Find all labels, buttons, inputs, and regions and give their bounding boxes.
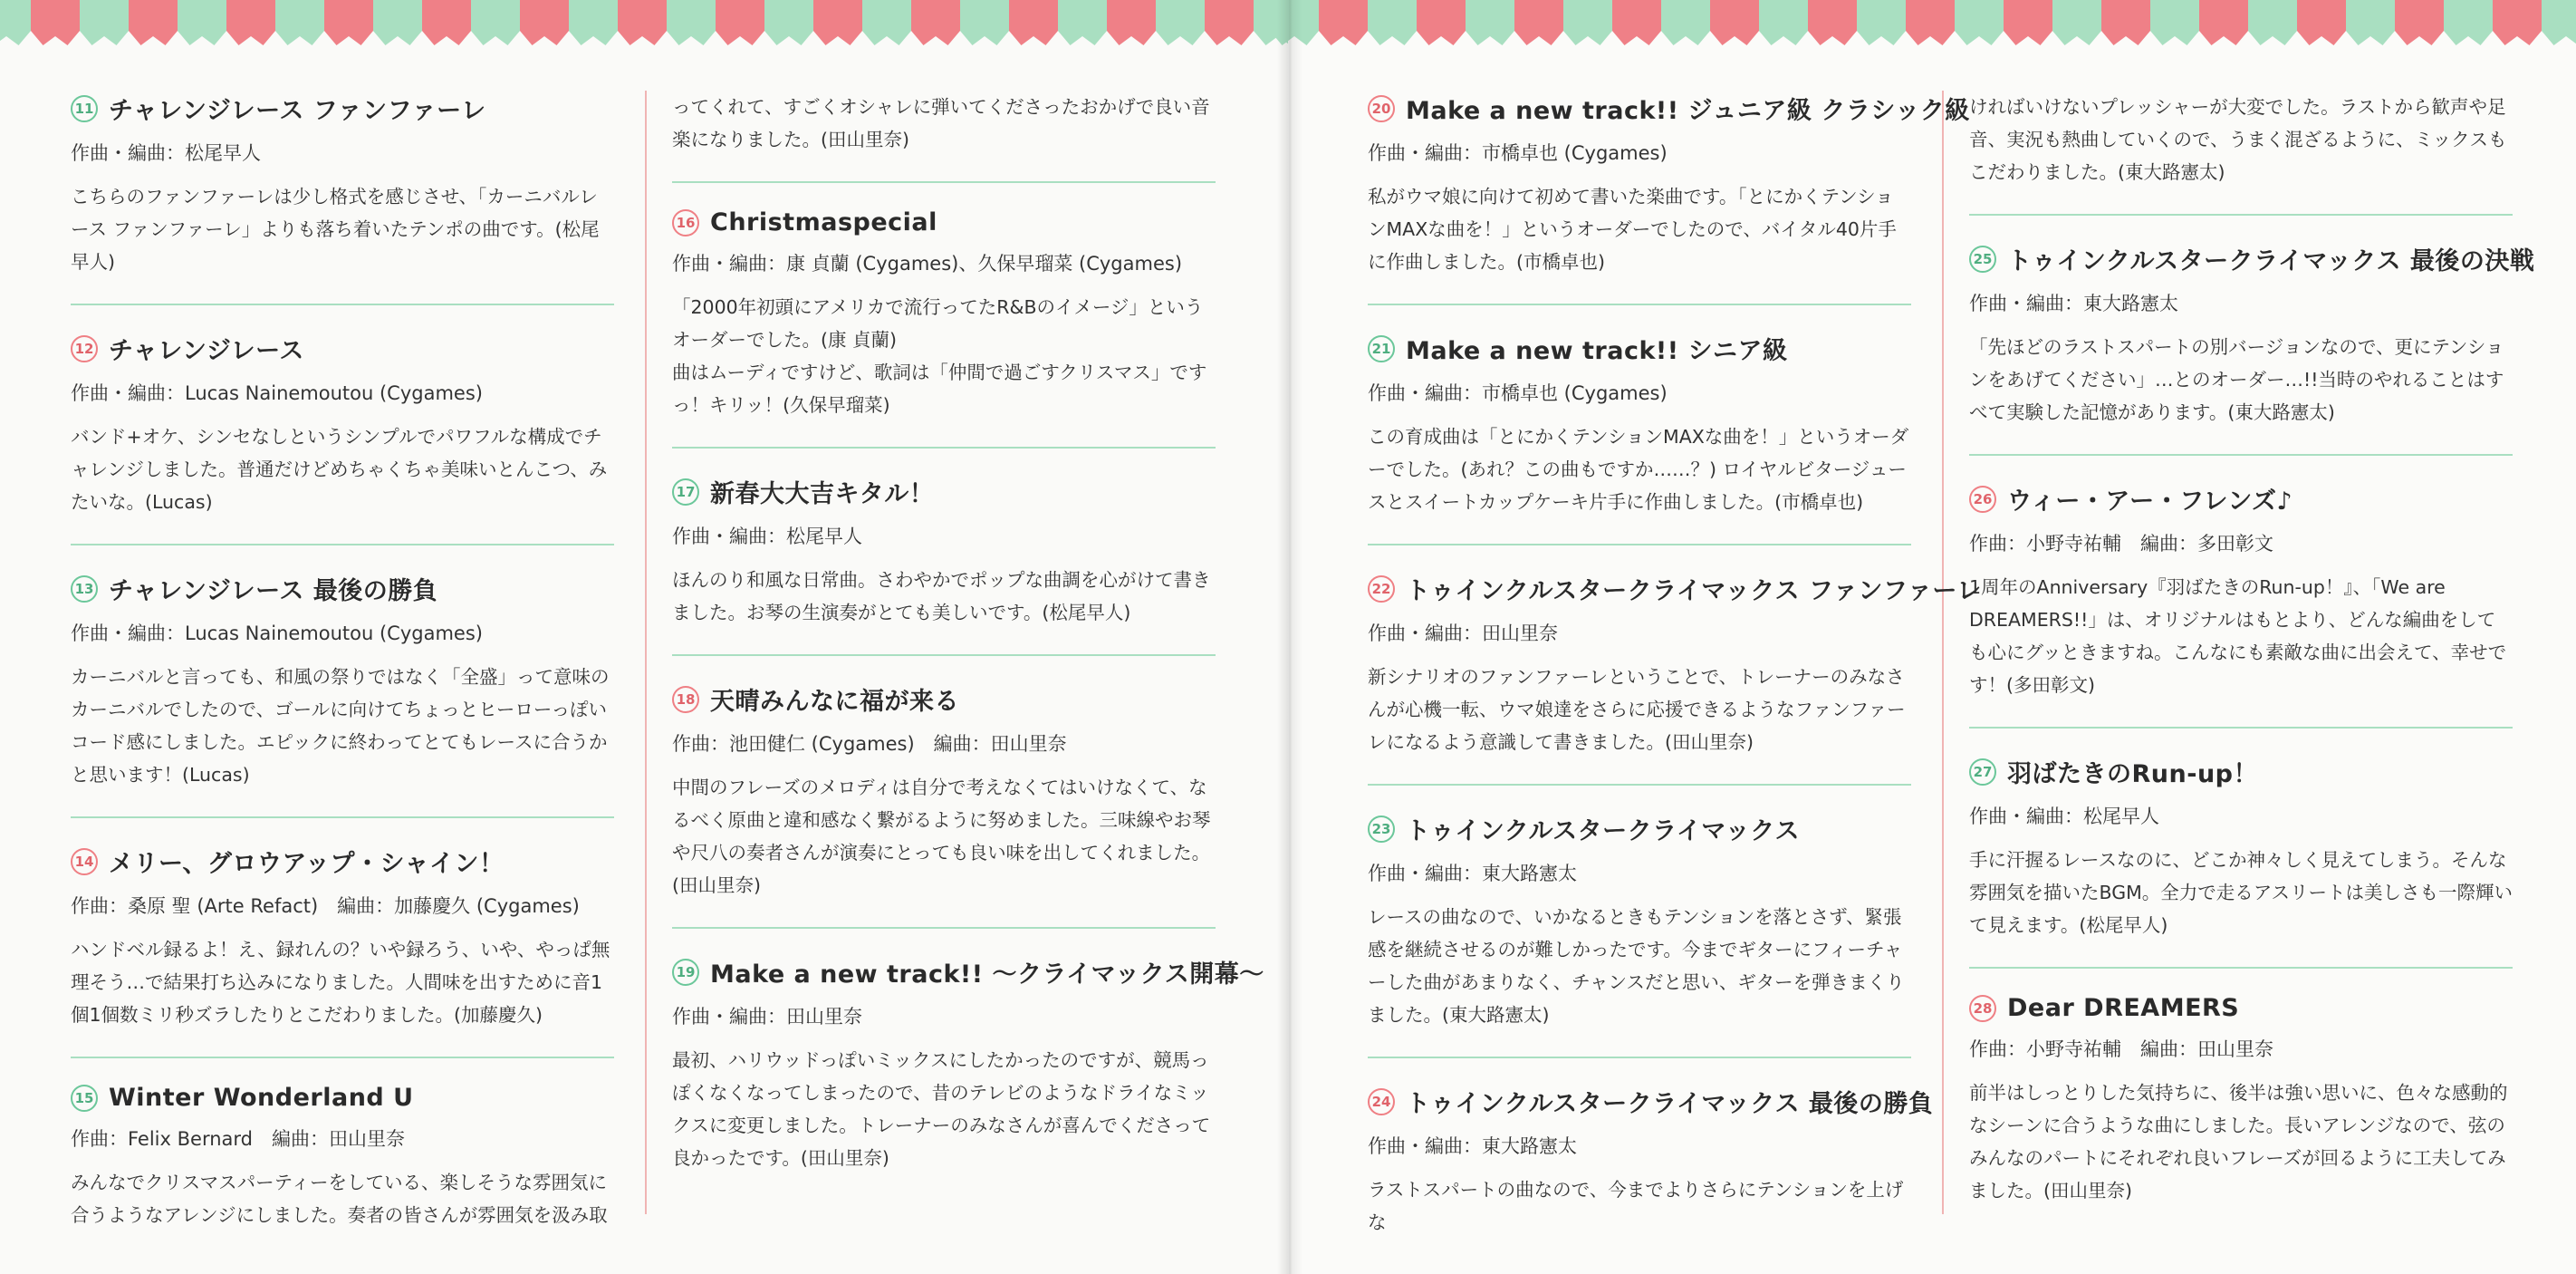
track-credit: 作曲：Felix Bernard 編曲：田山里奈 (71, 1128, 405, 1150)
track-credit: 作曲：桑原 聖 (Arte Refact) 編曲：加藤慶久 (Cygames) (71, 895, 580, 917)
track-description: この育成曲は「とにかくテンションMAXな曲を！」というオーダーでした。(あれ？この曲もですか……？) ロイヤルビタージュースとスイートカップケーキ片手に作曲しました。(市橋卓也) (1368, 426, 1909, 513)
track-header (672, 681, 1216, 717)
track-description: こちらのファンファーレは少し格式を感じさせ、「カーニバルレース ファンファーレ」よりも落ち着いたテンポの曲です。(松尾早人) (71, 186, 600, 273)
track-description: 新シナリオのファンファーレということで、トレーナーのみなさんが心機一転、ウマ娘達をさらに応援できるようなファンファーレになるよう意識して書きました。(田山里奈) (1368, 666, 1906, 753)
bunting-pennant (1107, 0, 1156, 45)
track-credit: 作曲・編曲：東大路憲太 (1368, 863, 1577, 884)
track-header (672, 954, 1264, 989)
track-description: 「2000年初頭にアメリカで流行ってたR&Bのイメージ」というオーダーでした。(康 貞蘭) 曲はムーディですけど、歌詞は「仲間で過ごすクリスマス」ですっ！キリッ！(久保早瑠菜) (672, 296, 1207, 416)
track-number-badge: 13 (71, 575, 98, 603)
bunting-pennant (226, 0, 275, 45)
bunting-pennant (813, 0, 862, 45)
bunting-pennant (1612, 0, 1661, 45)
bunting-pennant (1759, 0, 1808, 45)
bunting-pennant (1156, 0, 1205, 45)
track-header (1368, 811, 1911, 846)
track-number-badge: 12 (71, 335, 98, 362)
track-header (71, 844, 614, 879)
bunting-pennant (2297, 0, 2346, 45)
track-entry (672, 208, 1216, 449)
bunting-pennant (2444, 0, 2493, 45)
track-entry (71, 571, 614, 818)
track-title: Make a new track!! シニア級 (1406, 337, 1788, 365)
bunting-pennant (2004, 0, 2052, 45)
bunting-pennant (667, 0, 716, 45)
track-number-badge: 16 (672, 209, 699, 236)
track-title: ウィー・アー・フレンズ♪ (2007, 487, 2293, 516)
track-description: 「先ほどのラストスパートの別バージョンなので、更にテンションをあげてください」…とのオーダー…!!当時のやれることはすべて実験した記憶があります。(東大路憲太) (1969, 336, 2504, 423)
bunting-pennant (618, 0, 667, 45)
track-title: 天晴みんなに福が来る (710, 688, 959, 716)
bunting-pennant (1466, 0, 1514, 45)
track-header (1368, 1084, 1934, 1119)
track-title: Christmaspecial (710, 208, 937, 236)
bunting-pennant (178, 0, 226, 45)
track-number-badge: 15 (71, 1085, 98, 1112)
bunting-pennant (1906, 0, 1955, 45)
track-description: 1周年のAnniversary『羽ばたきのRun-up！』、「We are DREAMERS!!」は、オリジナルはもとより、どんな編曲をしても心にグッときますね。こんなにも素敵な曲に出会えて、幸せです！(多田彰文) (1969, 576, 2507, 696)
track-credit: 作曲・編曲：Lucas Nainemoutou (Cygames) (71, 623, 483, 644)
track-header (1368, 331, 1911, 366)
track-title: チャレンジレース (109, 337, 304, 365)
track-description: カーニバルと言っても、和風の祭りではなく「全盛」って意味のカーニバルでしたので、ゴールに向けてちょっとヒーローっぽいコード感にしました。エピックに終わってとてもレースに合うかと思います！(Lucas) (71, 666, 610, 786)
track-description: 前半はしっとりした気持ちに、後半は強い思いに、色々な感動的なシーンに合うような曲にしました。長いアレンジなので、弦のみんなのパートにそれぞれ良いフレーズが回るように工夫してみました。(田山里奈) (1969, 1082, 2508, 1202)
bunting-pennant (471, 0, 520, 45)
track-credit: 作曲・編曲：田山里奈 (1368, 623, 1558, 644)
track-title: Dear DREAMERS (2007, 994, 2240, 1022)
track-credit: 作曲・編曲：松尾早人 (1969, 806, 2159, 827)
column-divider-right (1942, 91, 1944, 1214)
track-title: トゥインクルスタークライマックス 最後の勝負 (1406, 1090, 1934, 1118)
bunting-pennant (1710, 0, 1759, 45)
bunting-pennant (1270, 0, 1319, 45)
track-title: メリー、グロウアップ・シャイン！ (109, 850, 505, 878)
track-credit: 作曲・編曲：Lucas Nainemoutou (Cygames) (71, 382, 483, 404)
bunting-pennant (129, 0, 178, 45)
track-credit: 作曲・編曲：松尾早人 (672, 526, 862, 547)
track-description: ハンドベル録るよ！え、録れんの？いや録ろう、いや、やっぱ無理そう…で結果打ち込みになりました。人間味を出すために音1個1個数ミリ秒ズラしたりとこだわりました。(加藤慶久) (71, 939, 610, 1026)
bunting-pennant (569, 0, 618, 45)
track-credit: 作曲・編曲：東大路憲太 (1969, 293, 2178, 314)
track-entry (672, 681, 1216, 929)
bunting-pennant (911, 0, 960, 45)
track-description: バンド+オケ、シンセなしというシンプルでパワフルな構成でチャレンジしました。普通だけどめちゃくちゃ美味いとんこつ、みたいな。(Lucas) (71, 426, 608, 513)
bunting-pennant (1857, 0, 1906, 45)
track-credit: 作曲・編曲：市橋卓也 (Cygames) (1368, 382, 1668, 404)
track-credit: 作曲：小野寺祐輔 編曲：多田彰文 (1969, 533, 2273, 555)
bunting-pennant (1417, 0, 1466, 45)
track-header (71, 1084, 614, 1112)
track-header (71, 571, 614, 606)
track-number-badge: 22 (1368, 575, 1395, 603)
track-title: Winter Wonderland U (109, 1084, 414, 1112)
bunting-pennant (0, 0, 31, 45)
track-credit: 作曲・編曲：東大路憲太 (1368, 1135, 1577, 1157)
track-title: 新春大大吉キタル！ (710, 480, 935, 508)
bunting-pennant (716, 0, 764, 45)
column-3 (1368, 91, 1982, 1250)
bunting-pennant (1009, 0, 1058, 45)
track-number-badge: 24 (1368, 1088, 1395, 1115)
track-title: トゥインクルスタークライマックス 最後の決戦 (2007, 247, 2535, 275)
track-title: チャレンジレース 最後の勝負 (109, 577, 438, 605)
track-description: ければいけないプレッシャーが大変でした。ラストから歓声や足音、実況も熱曲していくので、うまく混ざるように、ミックスもこだわりました。(東大路憲太) (1969, 96, 2507, 183)
bunting-pennant (422, 0, 471, 45)
bunting-pennant (1319, 0, 1368, 45)
track-header (1969, 754, 2513, 789)
track-title: 羽ばたきのRun-up！ (2007, 760, 2258, 788)
track-entry (672, 474, 1216, 656)
bunting-pennant (31, 0, 80, 45)
track-header (71, 91, 614, 126)
column-1 (71, 91, 614, 1250)
bunting-pennant (324, 0, 373, 45)
track-number-badge: 14 (71, 848, 98, 875)
track-header (1969, 994, 2513, 1022)
column-divider-left (645, 91, 647, 1214)
track-number-badge: 19 (672, 959, 699, 986)
track-description: レースの曲なので、いかなるときもテンションを落とさず、緊張感を継続させるのが難しかったです。今までギターにフィーチャーした曲があまりなく、チャンスだと思い、ギターを弾きまくりました。(東大路憲太) (1368, 906, 1905, 1026)
track-entry-continuation (672, 91, 1216, 183)
track-number-badge: 21 (1368, 335, 1395, 362)
track-number-badge: 23 (1368, 816, 1395, 843)
track-number-badge: 26 (1969, 486, 1996, 513)
bunting-pennant (960, 0, 1009, 45)
bunting-pennant (2542, 0, 2576, 45)
track-description: ラストスパートの曲なので、今までよりさらにテンションを上げな (1368, 1179, 1904, 1233)
track-header (672, 474, 1216, 509)
track-description: ってくれて、すごくオシャレに弾いてくださったおかげで良い音楽になりました。(田山里奈) (672, 96, 1210, 150)
bunting-pennant (1205, 0, 1254, 45)
track-description: みんなでクリスマスパーティーをしている、楽しそうな雰囲気に合うようなアレンジにしました。奏者の皆さんが雰囲気を汲み取 (71, 1172, 608, 1226)
track-credit: 作曲・編曲：康 貞蘭 (Cygames)、久保早瑠菜 (Cygames) (672, 253, 1183, 275)
track-title: Make a new track!! 〜クライマックス開幕〜 (710, 960, 1264, 989)
track-credit: 作曲：池田健仁 (Cygames) 編曲：田山里奈 (672, 733, 1067, 755)
track-header (1368, 91, 1970, 126)
column-2 (672, 91, 1264, 1250)
track-entry (1969, 481, 2513, 729)
track-entry (1969, 994, 2513, 1232)
track-entry (71, 1084, 614, 1257)
track-credit: 作曲：小野寺祐輔 編曲：田山里奈 (1969, 1038, 2273, 1060)
track-entry (1368, 91, 1970, 305)
bunting-pennant (1808, 0, 1857, 45)
bunting-pennant (2395, 0, 2444, 45)
track-title: トゥインクルスタークライマックス (1406, 817, 1801, 845)
track-credit: 作曲・編曲：市橋卓也 (Cygames) (1368, 142, 1668, 164)
bunting-pennant (1661, 0, 1710, 45)
track-title: Make a new track!! ジュニア級 クラシック級 (1406, 97, 1970, 125)
track-title: チャレンジレース ファンファーレ (109, 97, 486, 125)
bunting-pennant (1058, 0, 1107, 45)
track-entry (1368, 811, 1911, 1058)
bunting-pennant (2101, 0, 2150, 45)
bunting-pennant (1563, 0, 1612, 45)
track-entry (71, 331, 614, 545)
track-header (1368, 571, 1982, 606)
track-credit: 作曲・編曲：松尾早人 (71, 142, 261, 164)
track-number-badge: 25 (1969, 246, 1996, 273)
bunting-pennant (2248, 0, 2297, 45)
bunting-pennant (1368, 0, 1417, 45)
bunting-pennant (764, 0, 813, 45)
track-description: 私がウマ娘に向けて初めて書いた楽曲です。「とにかくテンションMAXな曲を！」というオーダーでしたので、バイタル40片手に作曲しました。(市橋卓也) (1368, 186, 1897, 273)
bunting-pennant (862, 0, 911, 45)
track-entry (71, 91, 614, 305)
track-description: 手に汗握るレースなのに、どこか神々しく見えてしまう。そんな雰囲気を描いたBGM。全力で走るアスリートは美しさも一際輝いて見えます。(松尾早人) (1969, 849, 2513, 936)
track-number-badge: 28 (1969, 995, 1996, 1022)
track-number-badge: 27 (1969, 758, 1996, 786)
track-entry (1368, 571, 1982, 786)
bunting-pennant (275, 0, 324, 45)
track-description: ほんのり和風な日常曲。さわやかでポップな曲調を心がけて書きました。お琴の生演奏がとても美しいです。(松尾早人) (672, 569, 1211, 623)
column-4 (1969, 91, 2535, 1250)
bunting-pennant (2150, 0, 2199, 45)
bunting-pennant (2052, 0, 2101, 45)
track-number-badge: 11 (71, 95, 98, 122)
track-number-badge: 20 (1368, 95, 1395, 122)
track-header (71, 331, 614, 366)
track-header (672, 208, 1216, 236)
track-entry (1969, 241, 2535, 456)
bunting-pennant (2199, 0, 2248, 45)
track-header (1969, 241, 2535, 276)
bunting-pennant (2493, 0, 2542, 45)
track-entry (672, 954, 1264, 1200)
bunting-banner-right (1288, 0, 2576, 47)
track-entry (1368, 1084, 1934, 1264)
bunting-pennant (1514, 0, 1563, 45)
track-credit: 作曲・編曲：田山里奈 (672, 1006, 862, 1028)
bunting-pennant (373, 0, 422, 45)
track-header (1969, 481, 2513, 516)
track-entry (71, 844, 614, 1058)
track-number-badge: 18 (672, 686, 699, 713)
bunting-pennant (80, 0, 129, 45)
track-entry (1969, 754, 2513, 969)
bunting-pennant (520, 0, 569, 45)
track-entry (1368, 331, 1911, 545)
bunting-banner-left (0, 0, 1288, 47)
track-title: トゥインクルスタークライマックス ファンファーレ (1406, 577, 1982, 605)
track-description: 最初、ハリウッドっぽいミックスにしたかったのですが、競馬っぽくなくなってしまったので、昔のテレビのようなドライなミックスに変更しました。トレーナーのみなさんが喜んでくださって良かったです。(田山里奈) (672, 1049, 1211, 1169)
track-entry-continuation (1969, 91, 2513, 216)
bunting-pennant (2346, 0, 2395, 45)
track-description: 中間のフレーズのメロディは自分で考えなくてはいけなくて、なるべく原曲と違和感なく繋がるように努めました。三味線やお琴や尺八の奏者さんが演奏にとっても良い味を出してくれました。(田山里奈) (672, 777, 1211, 896)
bunting-pennant (1955, 0, 2004, 45)
track-number-badge: 17 (672, 478, 699, 506)
